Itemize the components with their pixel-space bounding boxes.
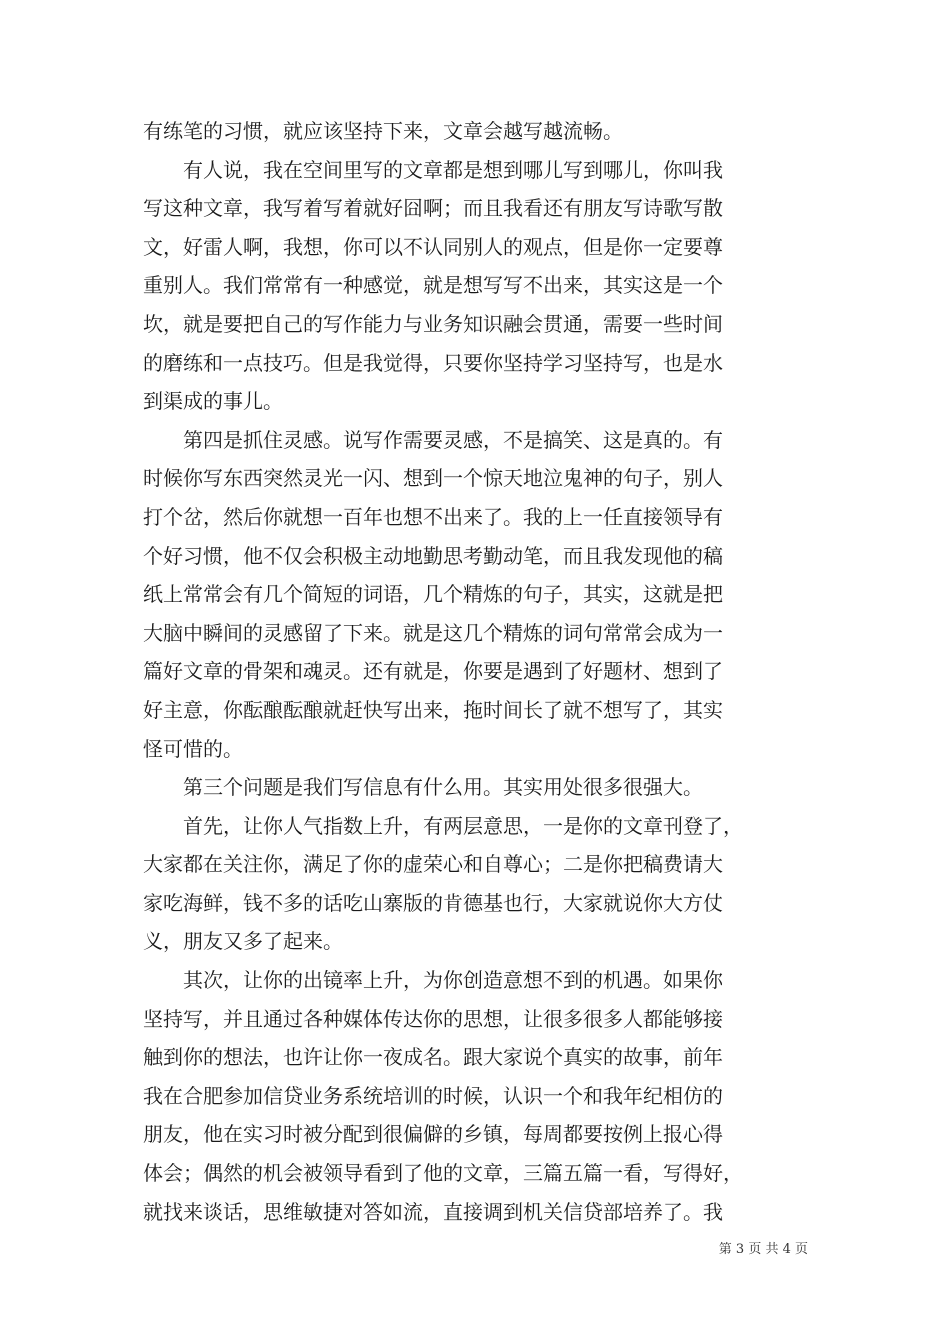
text-line: 重别人。我们常常有一种感觉，就是想写写不出来，其实这是一个	[143, 273, 723, 298]
text-line: 纸上常常会有几个简短的词语，几个精炼的句子，其实，这就是把	[143, 582, 723, 607]
text-line: 大脑中瞬间的灵感留了下来。就是这几个精炼的词句常常会成为一	[143, 620, 723, 645]
text-line: 第三个问题是我们写信息有什么用。其实用处很多很强大。	[143, 775, 703, 800]
text-line: 个好习惯，他不仅会积极主动地勤思考勤动笔，而且我发现他的稿	[143, 543, 723, 568]
text-line: 坎，就是要把自己的写作能力与业务知识融会贯通，需要一些时间	[143, 311, 723, 336]
body-text	[143, 112, 807, 1231]
text-line: 怪可惜的。	[143, 736, 243, 761]
text-line: 好主意，你酝酿酝酿就赶快写出来，拖时间长了就不想写了，其实	[143, 697, 723, 722]
text-line: 义，朋友又多了起来。	[143, 929, 343, 954]
text-line: 首先，让你人气指数上升，有两层意思，一是你的文章刊登了，	[143, 813, 743, 838]
text-line: 触到你的想法，也许让你一夜成名。跟大家说个真实的故事，前年	[143, 1045, 723, 1070]
text-line: 其次，让你的出镜率上升，为你创造意想不到的机遇。如果你	[143, 968, 723, 993]
text-line: 到渠成的事儿。	[143, 389, 283, 414]
text-line: 大家都在关注你，满足了你的虚荣心和自尊心；二是你把稿费请大	[143, 852, 723, 877]
text-line: 有练笔的习惯，就应该坚持下来，文章会越写越流畅。	[143, 119, 623, 143]
text-line: 坚持写，并且通过各种媒体传达你的思想，让很多很多人都能够接	[143, 1006, 723, 1031]
text-line: 篇好文章的骨架和魂灵。还有就是，你要是遇到了好题材、想到了	[143, 659, 723, 684]
text-line: 有人说，我在空间里写的文章都是想到哪儿写到哪儿，你叫我	[143, 157, 723, 182]
text-line: 就找来谈话，思维敏捷对答如流，直接调到机关信贷部培养了。我	[143, 1199, 723, 1224]
text-line: 文，好雷人啊，我想，你可以不认同别人的观点，但是你一定要尊	[143, 234, 723, 259]
page-number: 第 3 页 共 4 页	[718, 1242, 808, 1257]
text-line: 第四是抓住灵感。说写作需要灵感，不是搞笑、这是真的。有	[143, 427, 723, 452]
text-line: 体会；偶然的机会被领导看到了他的文章，三篇五篇一看，写得好，	[143, 1161, 743, 1186]
text-line: 时候你写东西突然灵光一闪、想到一个惊天地泣鬼神的句子，别人	[143, 466, 723, 491]
text-line: 的磨练和一点技巧。但是我觉得，只要你坚持学习坚持写，也是水	[143, 350, 723, 375]
text-line: 家吃海鲜，钱不多的话吃山寨版的肯德基也行，大家就说你大方仗	[143, 890, 723, 915]
text-line: 我在合肥参加信贷业务系统培训的时候，认识一个和我年纪相仿的	[143, 1083, 723, 1108]
text-line: 打个岔，然后你就想一百年也想不出来了。我的上一任直接领导有	[143, 504, 723, 529]
text-line: 朋友，他在实习时被分配到很偏僻的乡镇，每周都要按例上报心得	[143, 1122, 723, 1147]
text-line: 写这种文章，我写着写着就好囧啊；而且我看还有朋友写诗歌写散	[143, 196, 723, 221]
